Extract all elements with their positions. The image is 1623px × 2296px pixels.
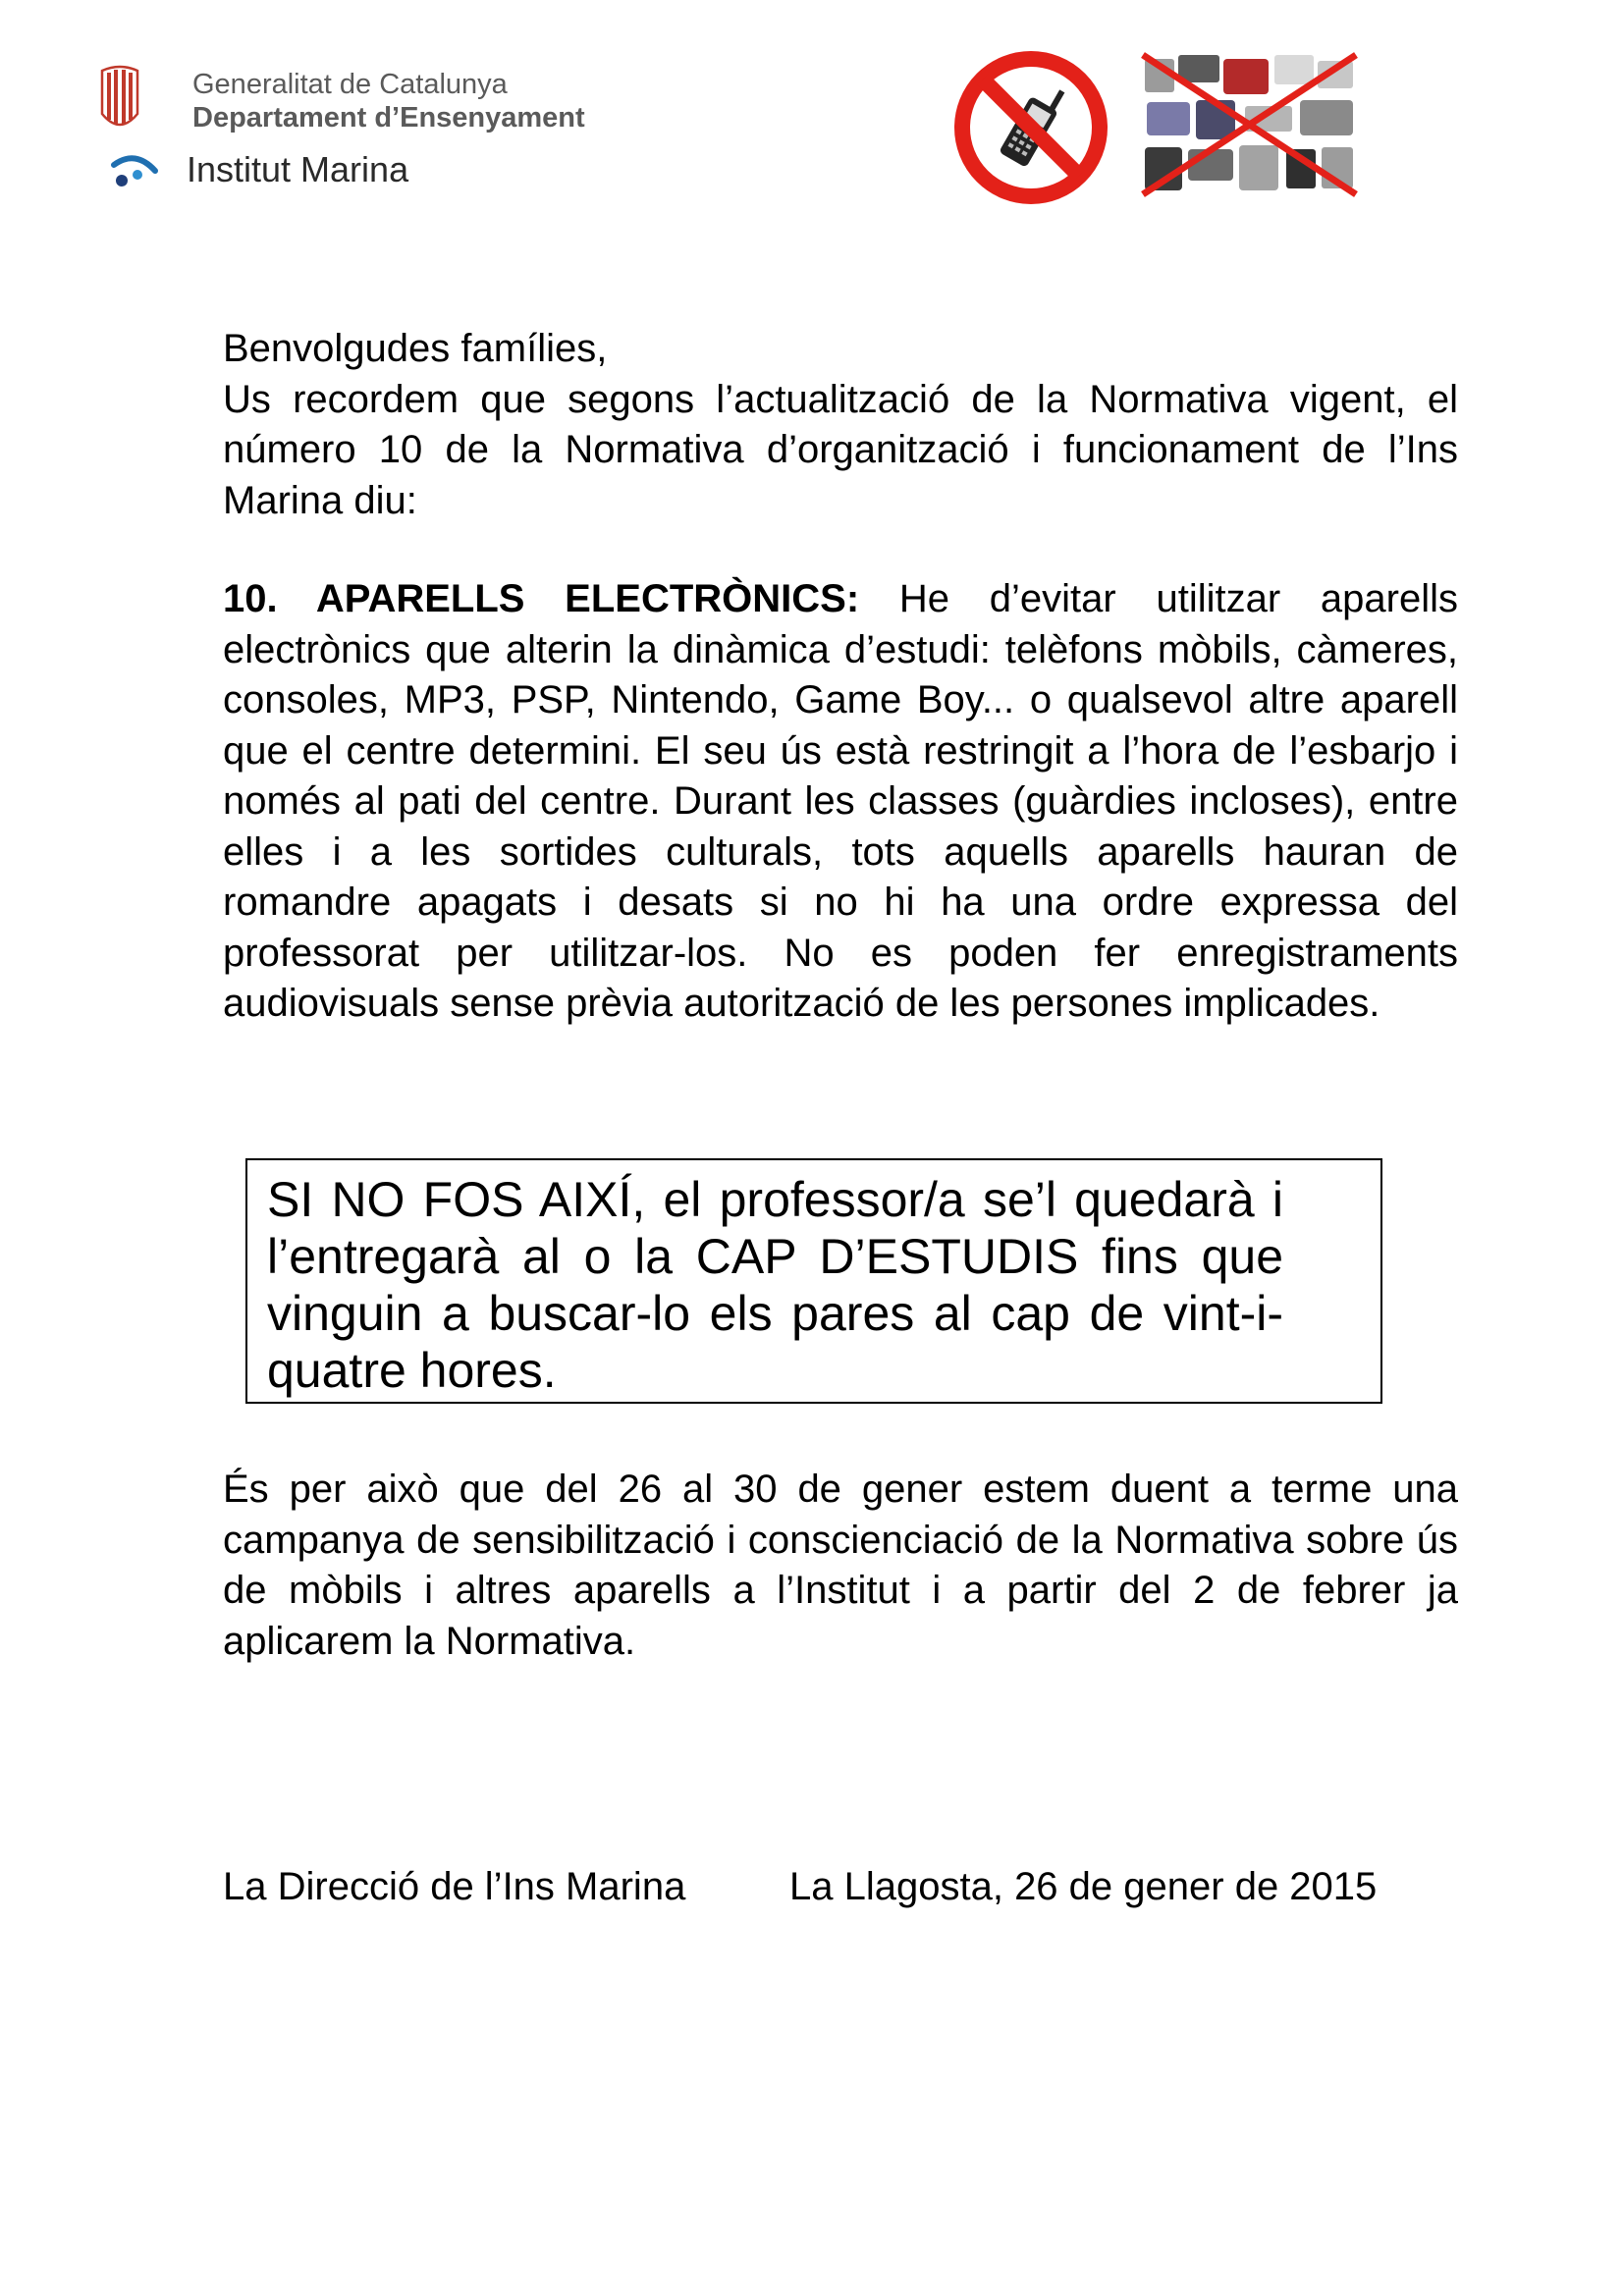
notice-text: SI NO FOS AIXÍ, el professor/a se’l quedarà i l’entregarà al o la CAP D’ESTUDIS fins que vinguin a buscar-lo els pares al cap de vint-i-quatre hores. — [267, 1172, 1283, 1398]
place-date: La Llagosta, 26 de gener de 2015 — [789, 1865, 1378, 1908]
intro-paragraph: Us recordem que segons l’actualització de la Normativa vigent, el número 10 de la Normativa d’organització i funcionament de l’Ins Marina diu: — [223, 377, 1458, 522]
institution-logo-block — [98, 61, 594, 198]
no-consoles-icon — [1139, 51, 1360, 198]
school-name: Institut Marina — [187, 149, 409, 189]
generalitat-crest-icon — [100, 65, 139, 133]
org-name-department: Departament d’Ensenyament — [192, 102, 585, 133]
greeting-section — [223, 324, 1458, 526]
org-name-generalitat: Generalitat de Catalunya — [192, 69, 508, 100]
rule-heading: 10. APARELLS ELECTRÒNICS: — [223, 577, 860, 620]
rule-body: He d’evitar utilitzar aparells electrònics que alterin la dinàmica d’estudi: telèfons mòbils, càmeres, consoles, MP3, PSP, Nintendo, Game Boy... o qualsevol altre aparell que el centre determini. El seu ús està restringit a l’hora de l’esbarjo i només al pati del centre. Durant les classes (guàrdies incloses), entre elles i a les sortides culturals, tots aquells aparells hauran de romandre apagats i desats si no hi ha una ordre expressa del professorat per utilitzar-los. No es poden fer enregistraments audiovisuals sense prèvia autorització de les persones implicades. — [223, 577, 1458, 1025]
signature: La Direcció de l’Ins Marina — [223, 1865, 686, 1908]
salutation: Benvolgudes famílies, — [223, 327, 608, 370]
rule-10-paragraph — [223, 574, 1458, 1030]
institut-marina-logo-icon — [110, 151, 159, 190]
no-mobile-phone-icon — [952, 49, 1109, 206]
campaign-paragraph: És per això que del 26 al 30 de gener estem duent a terme una campanya de sensibilització i conscienciació de la Normativa sobre ús de mòbils i altres aparells a l’Institut i a partir del 2 de febrer ja aplicarem la Normativa. — [223, 1468, 1458, 1663]
